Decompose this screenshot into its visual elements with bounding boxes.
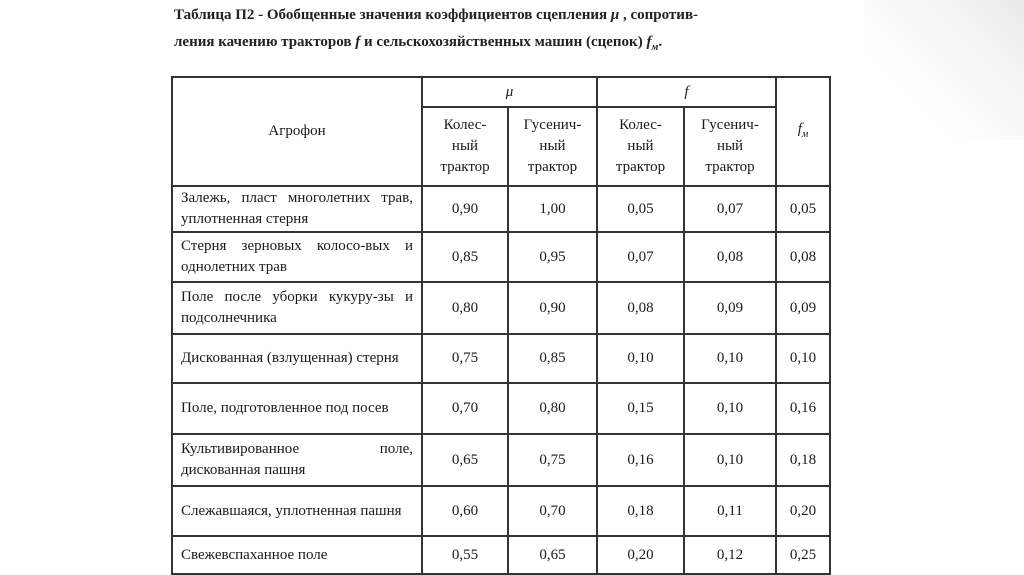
agrofon-cell: Дискованная (взлущенная) стерня: [172, 334, 422, 383]
mu-track-cell: 1,00: [508, 186, 597, 232]
mu-track-cell: 0,90: [508, 282, 597, 334]
table-row: [172, 282, 830, 334]
agrofon-cell: Поле, подготовленное под посев: [172, 383, 422, 434]
slide-corner-shadow: [864, 0, 1024, 140]
mu-symbol: μ: [610, 7, 620, 23]
f-track-cell: 0,09: [684, 282, 776, 334]
fm-symbol: [646, 34, 659, 53]
table-row: [172, 334, 830, 383]
caption-text: ления качению тракторов: [174, 34, 352, 50]
f-wheel-cell: 0,10: [597, 334, 684, 383]
fm-cell: 0,20: [776, 486, 830, 536]
caption-text: и сельскохозяйственных машин (сцепок): [363, 34, 643, 50]
fm-cell: 0,05: [776, 186, 830, 232]
f-track-cell: 0,11: [684, 486, 776, 536]
agrofon-cell: Залежь, пласт многолетних трав, уплотненная стерня: [172, 186, 422, 232]
mu-wheel-cell: 0,55: [422, 536, 508, 574]
caption-line-1: [174, 2, 844, 29]
table-row: [172, 383, 830, 434]
header-f: f: [597, 77, 776, 107]
mu-wheel-cell: 0,90: [422, 186, 508, 232]
f-track-cell: 0,10: [684, 434, 776, 486]
mu-track-cell: 0,65: [508, 536, 597, 574]
mu-track-cell: 0,80: [508, 383, 597, 434]
f-track-cell: 0,10: [684, 383, 776, 434]
table-caption: [174, 2, 844, 61]
fm-symbol-sub: м: [651, 42, 659, 53]
fm-cell: 0,16: [776, 383, 830, 434]
agrofon-cell: Стерня зерновых колосо-вых и однолетних трав: [172, 232, 422, 282]
f-track-cell: 0,07: [684, 186, 776, 232]
mu-wheel-cell: 0,65: [422, 434, 508, 486]
agrofon-cell: Свежевспаханное поле: [172, 536, 422, 574]
table-row: [172, 486, 830, 536]
caption-text: Таблица П2 - Обобщенные значения коэффициентов сцепления: [174, 7, 608, 23]
header-fm: $f_м$: [776, 77, 830, 186]
f-wheel-cell: 0,16: [597, 434, 684, 486]
table-row: [172, 186, 830, 232]
mu-wheel-cell: 0,70: [422, 383, 508, 434]
header-f-wheel: Колес- ный трактор: [597, 107, 684, 186]
f-wheel-cell: 0,18: [597, 486, 684, 536]
table-row: [172, 232, 830, 282]
f-track-cell: 0,08: [684, 232, 776, 282]
mu-track-cell: 0,95: [508, 232, 597, 282]
caption-line-2: [174, 29, 844, 61]
f-wheel-cell: 0,15: [597, 383, 684, 434]
f-track-cell: 0,12: [684, 536, 776, 574]
fm-cell: 0,09: [776, 282, 830, 334]
f-track-cell: 0,10: [684, 334, 776, 383]
agrofon-cell: Слежавшаяся, уплотненная пашня: [172, 486, 422, 536]
caption-text: , сопротив-: [622, 7, 699, 23]
header-f-track: Гусенич- ный трактор: [684, 107, 776, 186]
mu-track-cell: 0,85: [508, 334, 597, 383]
f-wheel-cell: 0,08: [597, 282, 684, 334]
agrofon-cell: Культивированное поле, дискованная пашня: [172, 434, 422, 486]
f-symbol: f: [355, 34, 361, 50]
fm-cell: 0,18: [776, 434, 830, 486]
fm-symbol-letter: f: [646, 34, 652, 50]
caption-text: .: [658, 34, 663, 50]
coefficients-table: [171, 76, 831, 575]
table-row: [172, 536, 830, 574]
header-row-1: [172, 77, 830, 107]
header-agrofon: Агрофон: [172, 77, 422, 186]
header-mu-wheel: Колес- ный трактор: [422, 107, 508, 186]
table-row: [172, 434, 830, 486]
mu-wheel-cell: 0,85: [422, 232, 508, 282]
fm-cell: 0,25: [776, 536, 830, 574]
mu-track-cell: 0,75: [508, 434, 597, 486]
header-mu-track: Гусенич- ный трактор: [508, 107, 597, 186]
mu-wheel-cell: 0,75: [422, 334, 508, 383]
mu-track-cell: 0,70: [508, 486, 597, 536]
f-wheel-cell: 0,07: [597, 232, 684, 282]
f-wheel-cell: 0,05: [597, 186, 684, 232]
mu-wheel-cell: 0,60: [422, 486, 508, 536]
header-mu: μ: [422, 77, 597, 107]
mu-wheel-cell: 0,80: [422, 282, 508, 334]
agrofon-cell: Поле после уборки кукуру-зы и подсолнечника: [172, 282, 422, 334]
fm-cell: 0,10: [776, 334, 830, 383]
f-wheel-cell: 0,20: [597, 536, 684, 574]
fm-cell: 0,08: [776, 232, 830, 282]
